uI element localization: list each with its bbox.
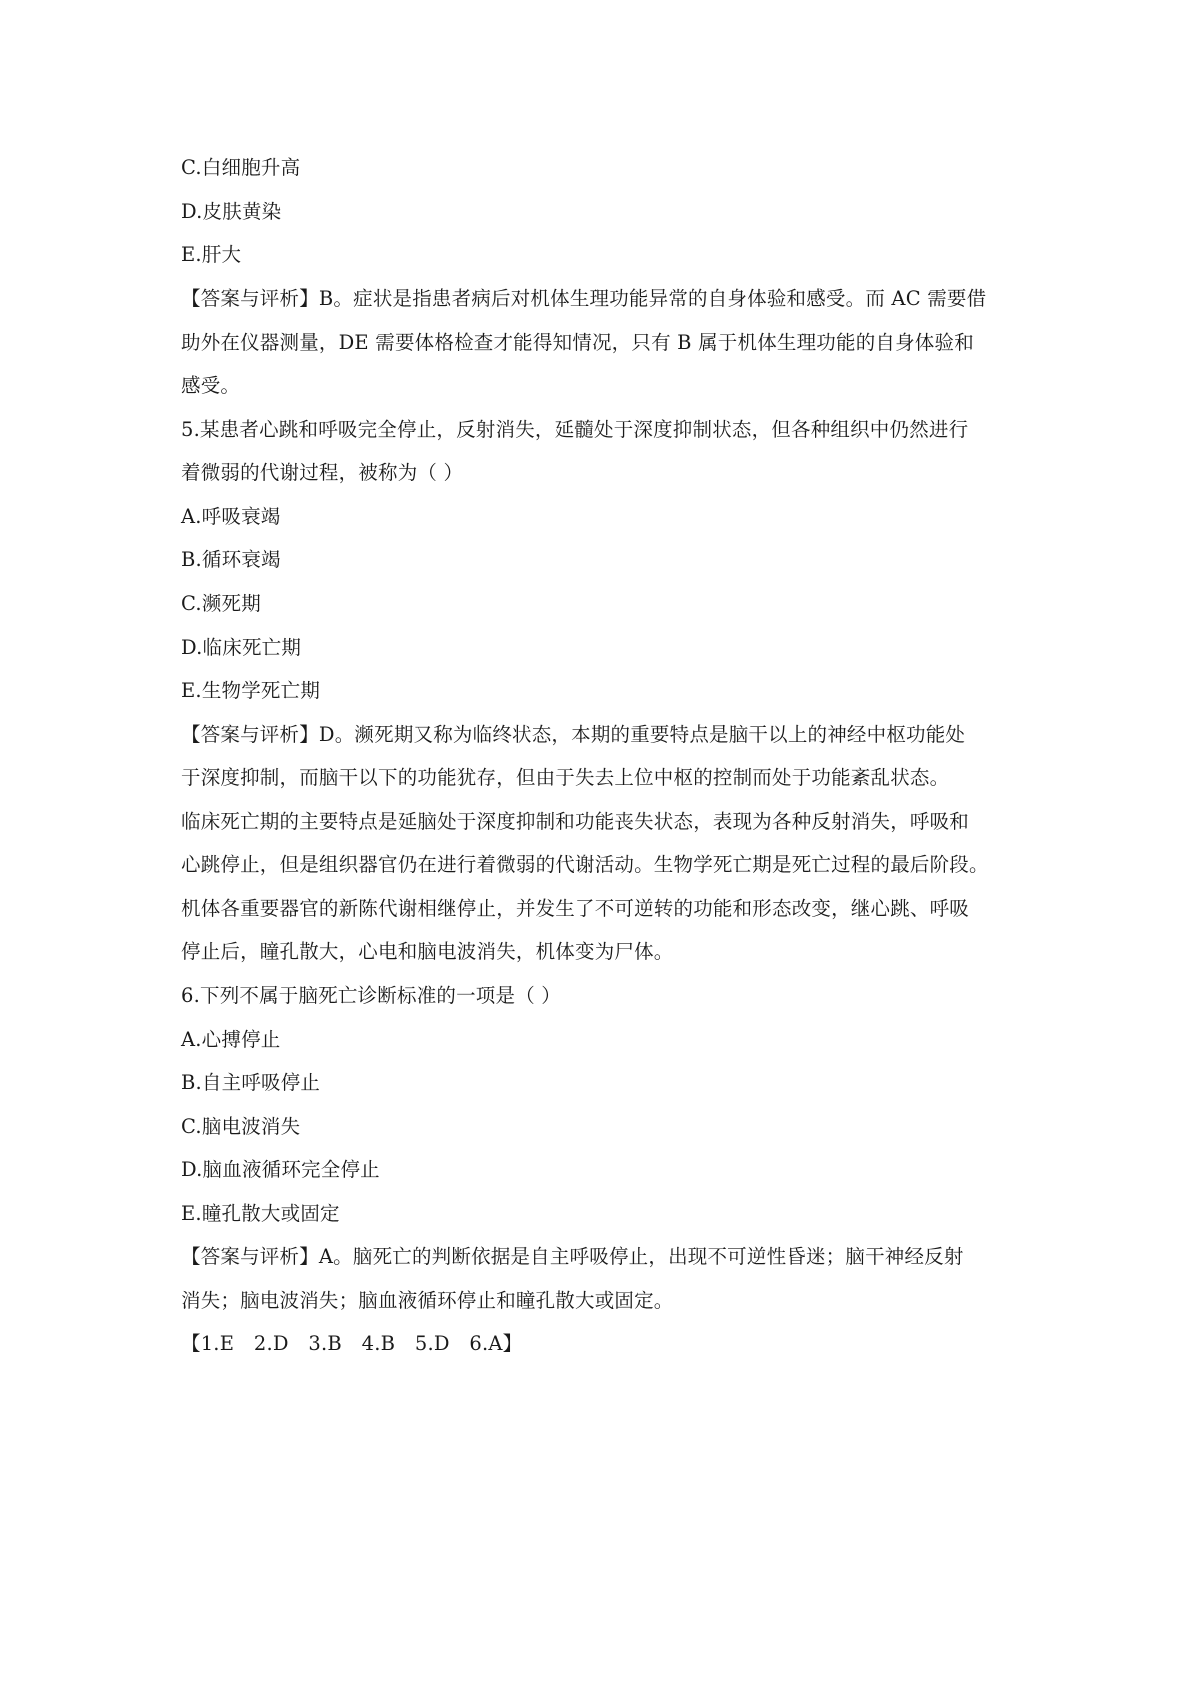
q4-option-c: C.白细胞升高 [181,156,301,179]
q5-analysis-line-5: 机体各重要器官的新陈代谢相继停止，并发生了不可逆转的功能和形态改变，继心跳、呼吸 [181,897,970,920]
q4-analysis-line-3: 感受。 [181,374,241,397]
q5-option-b: B.循环衰竭 [181,548,281,571]
q4-option-d: D.皮肤黄染 [181,200,282,223]
q5-stem-line-1: 5.某患者心跳和呼吸完全停止，反射消失，延髓处于深度抑制状态，但各种组织中仍然进行 [181,418,969,441]
q5-analysis-line-6: 停止后，瞳孔散大，心电和脑电波消失，机体变为尸体。 [181,940,674,963]
q6-analysis-line-2: 消失；脑电波消失；脑血液循环停止和瞳孔散大或固定。 [181,1289,674,1312]
answer-key: 【1.E 2.D 3.B 4.B 5.D 6.A】 [181,1332,523,1355]
q5-option-d: D.临床死亡期 [181,636,302,659]
q6-analysis-line-1: 【答案与评析】A。脑死亡的判断依据是自主呼吸停止，出现不可逆性昏迷；脑干神经反射 [181,1245,964,1268]
q6-option-a: A.心搏停止 [181,1028,281,1051]
q5-analysis-line-3: 临床死亡期的主要特点是延脑处于深度抑制和功能丧失状态，表现为各种反射消失，呼吸和 [181,810,970,833]
q5-stem-line-2: 着微弱的代谢过程，被称为（ ） [181,461,464,484]
q6-option-d: D.脑血液循环完全停止 [181,1158,380,1181]
q5-option-c: C.濒死期 [181,592,261,615]
q6-option-c: C.脑电波消失 [181,1115,301,1138]
q6-option-b: B.自主呼吸停止 [181,1071,321,1094]
q4-analysis-line-2: 助外在仪器测量，DE 需要体格检查才能得知情况，只有 B 属于机体生理功能的自身体验和 [181,331,974,354]
q4-option-e: E.肝大 [181,243,242,266]
q5-analysis-line-2: 于深度抑制，而脑干以下的功能犹存，但由于失去上位中枢的控制而处于功能紊乱状态。 [181,766,950,789]
q4-analysis-line-1: 【答案与评析】B。症状是指患者病后对机体生理功能异常的自身体验和感受。而 AC 需要借 [181,287,987,310]
q6-option-e: E.瞳孔散大或固定 [181,1202,340,1225]
q5-option-a: A.呼吸衰竭 [181,505,281,528]
q5-option-e: E.生物学死亡期 [181,679,321,702]
q5-analysis-line-1: 【答案与评析】D。濒死期又称为临终状态，本期的重要特点是脑干以上的神经中枢功能处 [181,723,966,746]
q5-analysis-line-4: 心跳停止，但是组织器官仍在进行着微弱的代谢活动。生物学死亡期是死亡过程的最后阶段。 [181,853,989,876]
q6-stem: 6.下列不属于脑死亡诊断标准的一项是（ ） [181,984,562,1007]
